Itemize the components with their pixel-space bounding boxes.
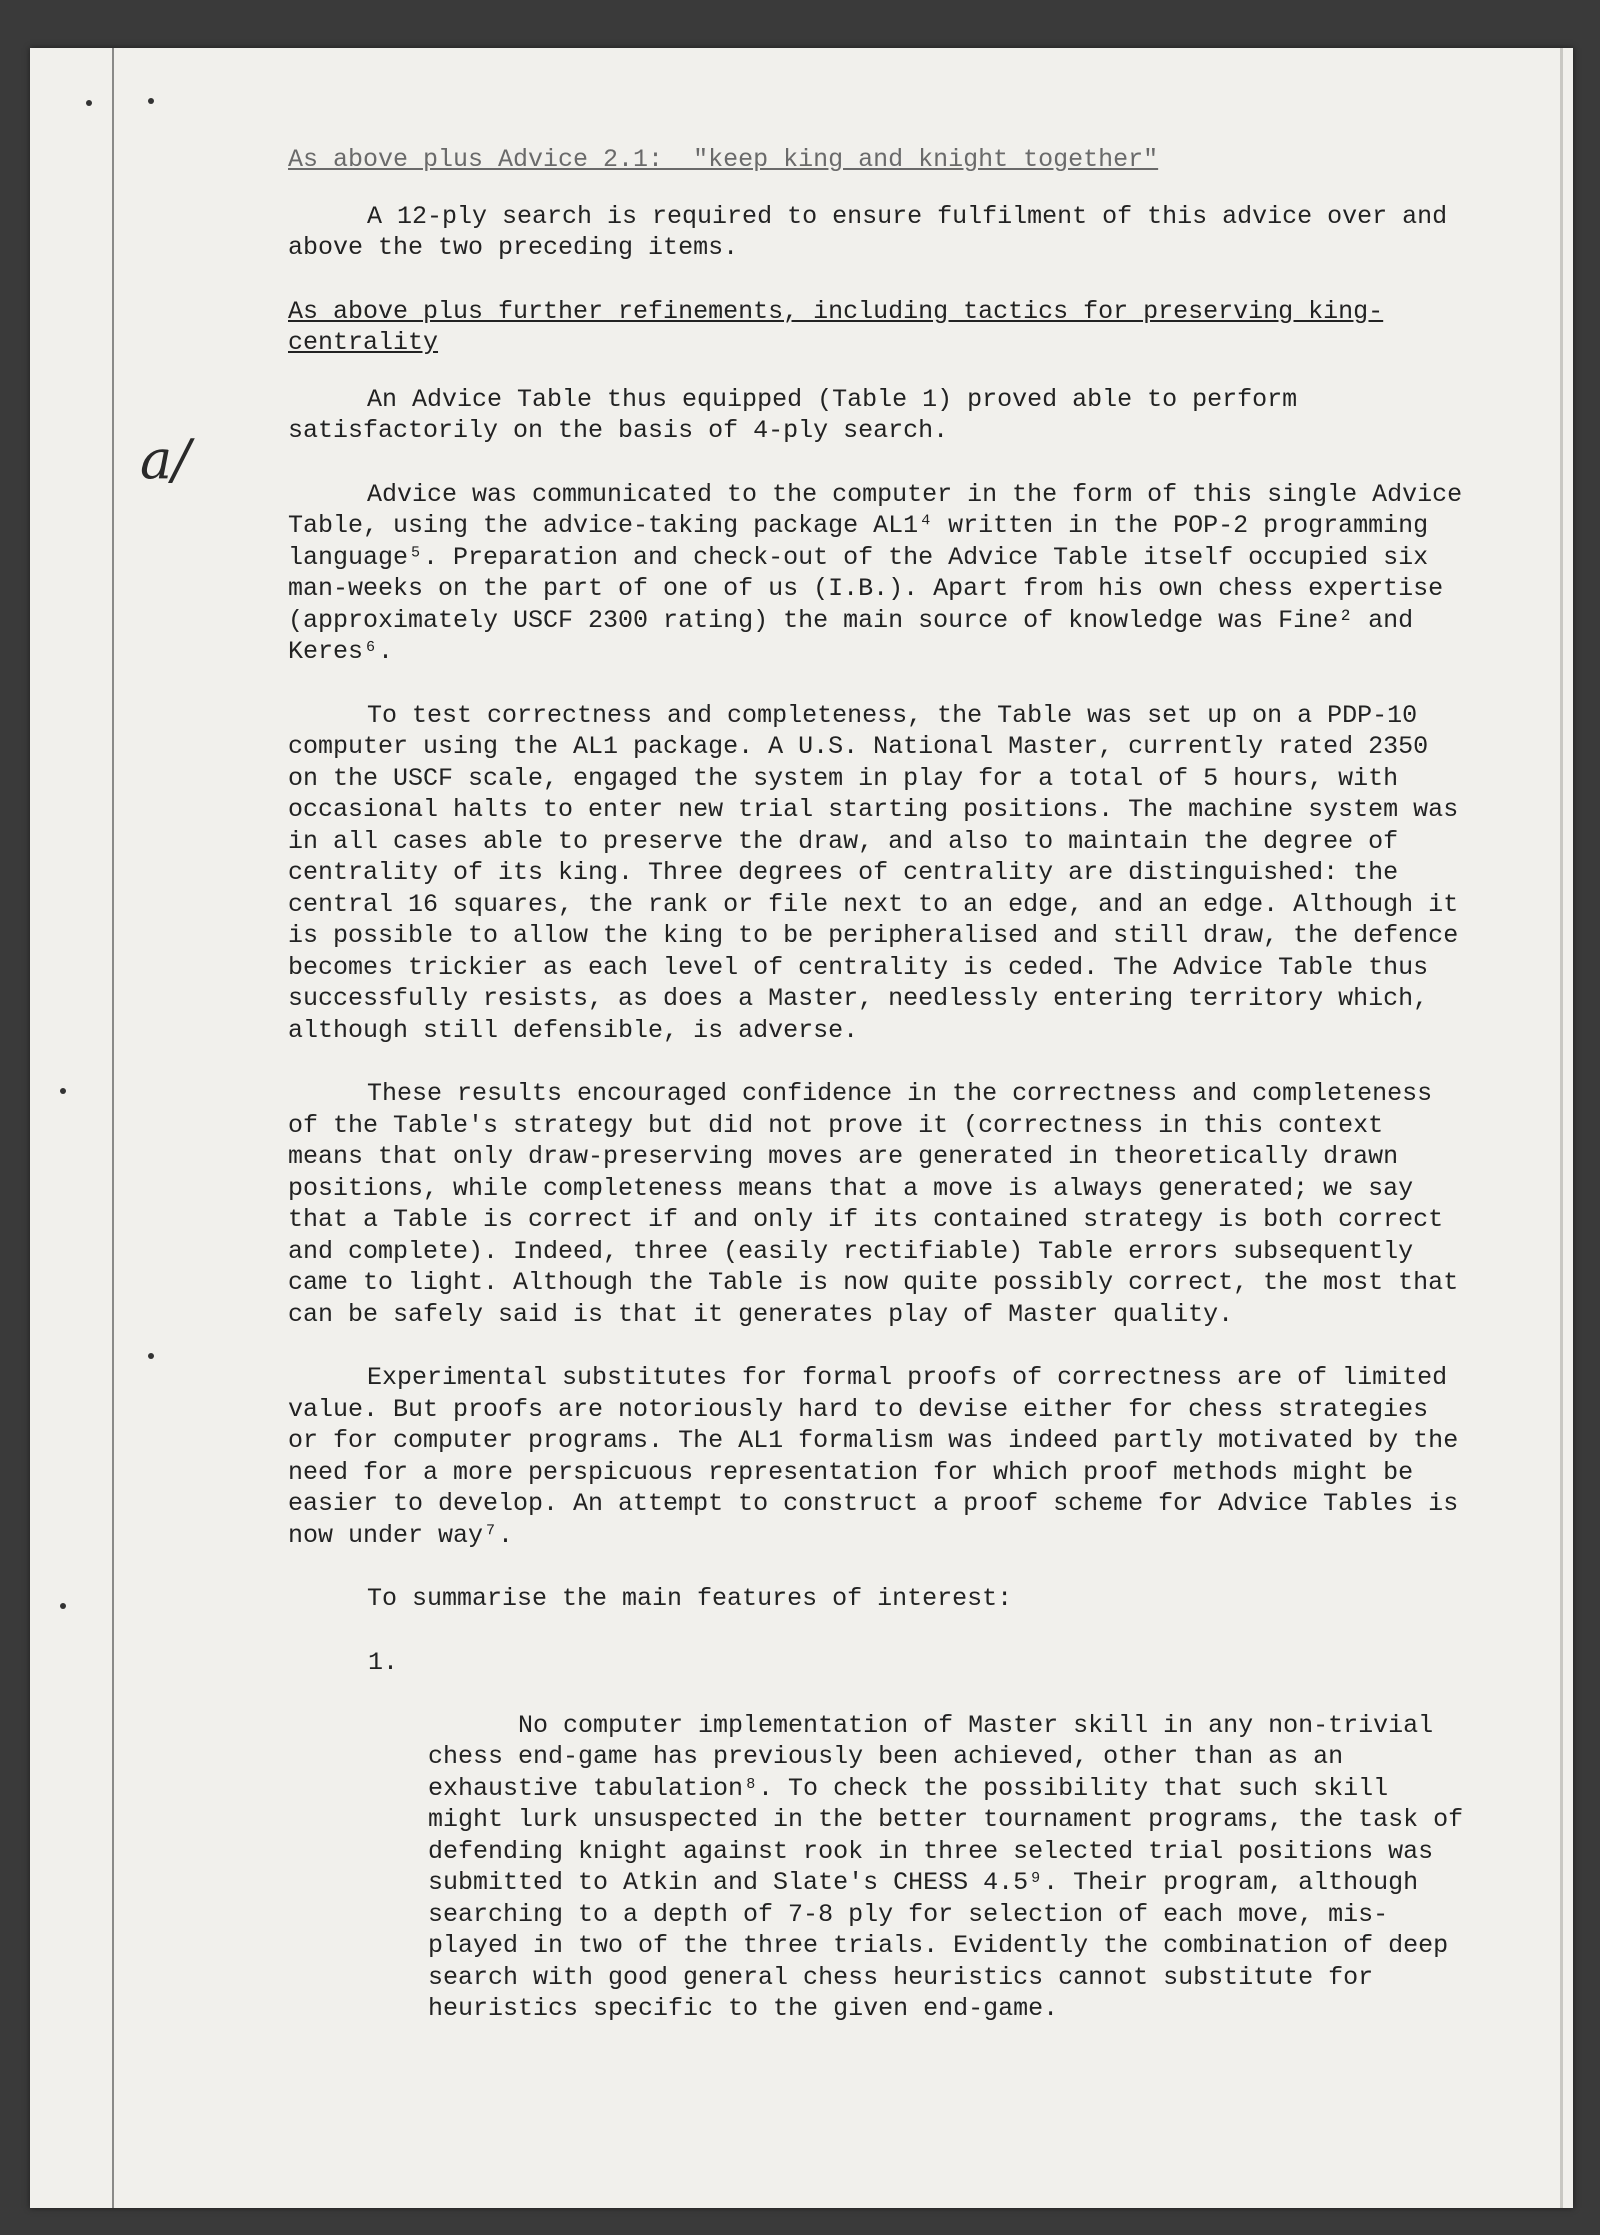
punch-mark	[60, 1603, 66, 1609]
punch-mark	[148, 98, 154, 104]
page-edge	[1560, 48, 1563, 2208]
document-body	[288, 144, 1479, 2056]
paragraph: Advice was communicated to the computer in the form of this single Advice Table, using the advice-taking package AL1⁴ written in the POP-2 programming language⁵. Preparation and check-out of the Advice Table itself occupied six man-weeks on the part of one of us (I.B.). Apart from his own chess expertise (approximately USCF 2300 rating) the main source of knowledge was Fine² and Keres⁶.	[288, 479, 1478, 666]
punch-mark	[86, 100, 92, 106]
section-heading: As above plus further refinements, including tactics for preserving king-centrality	[288, 296, 1384, 357]
list-item	[288, 1647, 1479, 2057]
paragraph: To test correctness and completeness, the Table was set up on a PDP-10 computer using the AL1 package. A U.S. National Master, currently rated 2350 on the USCF scale, engaged the system in play for a total of 5 hours, with occasional halts to enter new trial starting positions. The machine system was in all cases able to preserve the draw, and also to maintain the degree of centrality of its king. Three degrees of centrality are distinguished: the central 16 squares, the rank or file next to an edge, and an edge. Although it is possible to allow the king to be peripheralised and still draw, the defence becomes trickier as each level of centrality is ceded. The Advice Table thus successfully resists, as does a Master, needlessly entering territory which, although still defensible, is adverse.	[288, 700, 1474, 1045]
section-heading: As above plus Advice 2.1: "keep king and knight together"	[288, 145, 1159, 174]
document-page	[30, 48, 1573, 2208]
punch-mark	[148, 1353, 154, 1359]
list-number: 1.	[368, 1647, 399, 1677]
handwritten-margin-note: a/	[140, 428, 191, 491]
margin-rule	[112, 48, 114, 2208]
paragraph: These results encouraged confidence in the correctness and completeness of the Table's strategy but did not prove it (correctness in this context means that only draw-preserving moves are generated in theoretically drawn positions, while completeness means that a move is always generated; we say that a Table is correct if and only if its contained strategy is both correct and complete). Indeed, three (easily rectifiable) Table errors subsequently came to light. Although the Table is now quite possibly correct, the most that can be safely said is that it generates play of Master quality.	[288, 1079, 1474, 1329]
list-text: No computer implementation of Master skill in any non-trivial chess end-game has previously been achieved, other than as an exhaustive tabulation⁸. To check the possibility that such skill might lurk unsuspected in the better tournament programs, the task of defending knight against rook in three selected trial positions was submitted to Atkin and Slate's CHESS 4.5⁹. Their program, although searching to a depth of 7-8 ply for selection of each move, mis-played in two of the three trials. Evidently the combination of deep search with good general chess heuristics cannot substitute for heuristics specific to the given end-game.	[428, 1710, 1479, 2023]
paragraph: To summarise the main features of interest:	[367, 1584, 1013, 1613]
paragraph: Experimental substitutes for formal proofs of correctness are of limited value. But proofs are notoriously hard to devise either for chess strategies or for computer programs. The AL1 formalism was indeed partly motivated by the need for a more perspicuous representation for which proof methods might be easier to develop. An attempt to construct a proof scheme for Advice Tables is now under way⁷.	[288, 1363, 1474, 1550]
paragraph: An Advice Table thus equipped (Table 1) proved able to perform satisfactorily on the basis of 4-ply search.	[288, 384, 1313, 445]
paragraph: A 12-ply search is required to ensure fulfilment of this advice over and above the two preceding items.	[288, 201, 1463, 262]
punch-mark	[60, 1088, 66, 1094]
